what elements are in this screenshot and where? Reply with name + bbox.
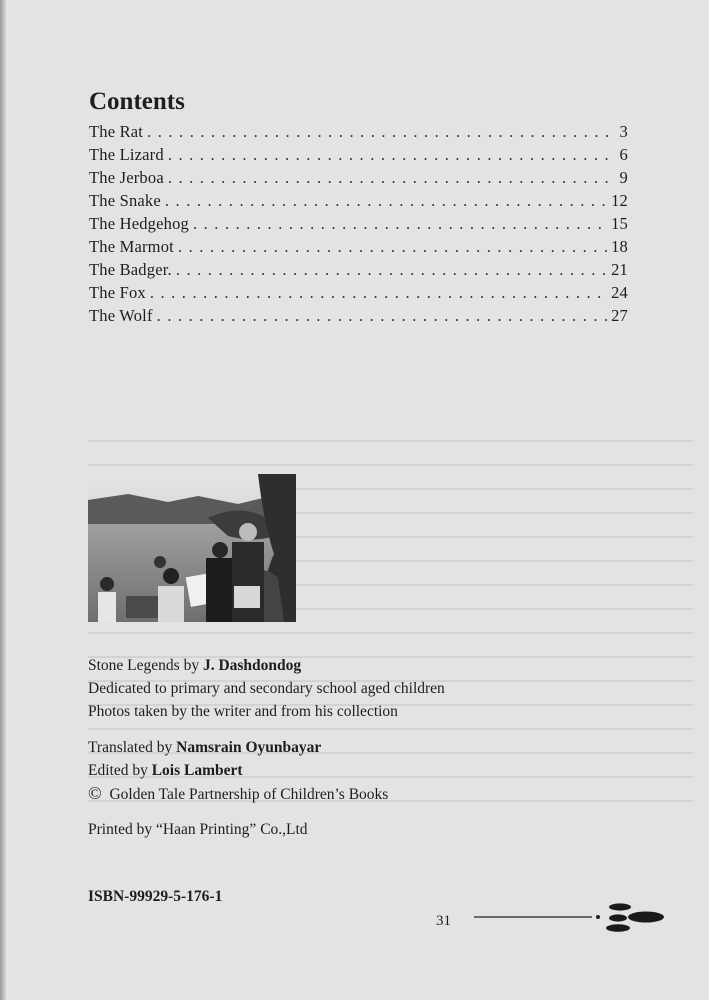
toc-entry-page: 6 (619, 145, 628, 164)
author-photo (88, 474, 296, 622)
page-ornament-icon (470, 898, 670, 934)
toc-dot-leader (193, 214, 607, 234)
book-title-prefix: Stone Legends by (88, 657, 203, 674)
toc-entry (89, 214, 628, 237)
toc-dot-leader (168, 145, 610, 165)
toc-entry-page: 27 (611, 306, 628, 325)
printer-line: Printed by “Haan Printing” Co.,Ltd (88, 821, 308, 838)
toc-entry-page: 15 (611, 214, 628, 233)
author-name: J. Dashdondog (202, 657, 302, 674)
toc-entry-page: 9 (619, 168, 628, 187)
toc-entry (89, 191, 628, 214)
photos-line: Photos taken by the writer and from his collection (88, 703, 398, 720)
toc-dot-leader (168, 168, 610, 188)
toc-dot-leader (178, 237, 607, 257)
editor-name: Lois Lambert (151, 762, 243, 779)
toc-entry-title: The Jerboa (89, 168, 164, 187)
editor-line (88, 759, 648, 782)
toc-entry-page: 24 (611, 283, 628, 302)
translator-line (88, 736, 648, 759)
editor-prefix: Edited by (88, 762, 152, 779)
toc-entry-page: 21 (611, 260, 628, 279)
page-number: 31 (436, 913, 451, 929)
table-of-contents (89, 122, 628, 329)
toc-entry-title: The Marmot (89, 237, 174, 256)
toc-dot-leader (147, 122, 610, 142)
toc-entry-title: The Wolf (89, 306, 153, 325)
toc-entry (89, 283, 628, 306)
book-title-line (88, 654, 648, 677)
copyright-icon: © (88, 783, 102, 803)
toc-entry-page: 3 (619, 122, 628, 141)
contents-heading: Contents (89, 88, 185, 115)
toc-entry (89, 145, 628, 168)
toc-dot-leader (176, 260, 607, 280)
toc-entry-title: The Fox (89, 283, 146, 302)
toc-entry-title: The Hedgehog (89, 214, 189, 233)
book-credits (88, 654, 648, 841)
toc-entry-title: The Rat (89, 122, 144, 141)
dedication-line: Dedicated to primary and secondary school aged children (88, 680, 445, 697)
toc-entry (89, 168, 628, 191)
copyright-line (88, 782, 648, 806)
toc-entry (89, 306, 628, 329)
page-binding-edge (0, 0, 6, 1000)
toc-dot-leader (150, 283, 607, 303)
author-photo-image (88, 474, 296, 622)
isbn: ISBN-99929-5-176-1 (88, 888, 223, 905)
toc-entry (89, 237, 628, 260)
toc-entry-title: The Lizard (89, 145, 164, 164)
toc-entry (89, 260, 628, 283)
toc-entry-page: 18 (611, 237, 628, 256)
copyright-text: Golden Tale Partnership of Children’s Books (109, 786, 389, 803)
translator-name: Namsrain Oyunbayar (176, 739, 322, 756)
toc-entry-title: The Badger. (89, 260, 172, 279)
translator-prefix: Translated by (88, 739, 177, 756)
toc-entry-title: The Snake (89, 191, 161, 210)
toc-dot-leader (165, 191, 607, 211)
toc-entry-page: 12 (611, 191, 628, 210)
toc-entry (89, 122, 628, 145)
toc-dot-leader (157, 306, 607, 326)
